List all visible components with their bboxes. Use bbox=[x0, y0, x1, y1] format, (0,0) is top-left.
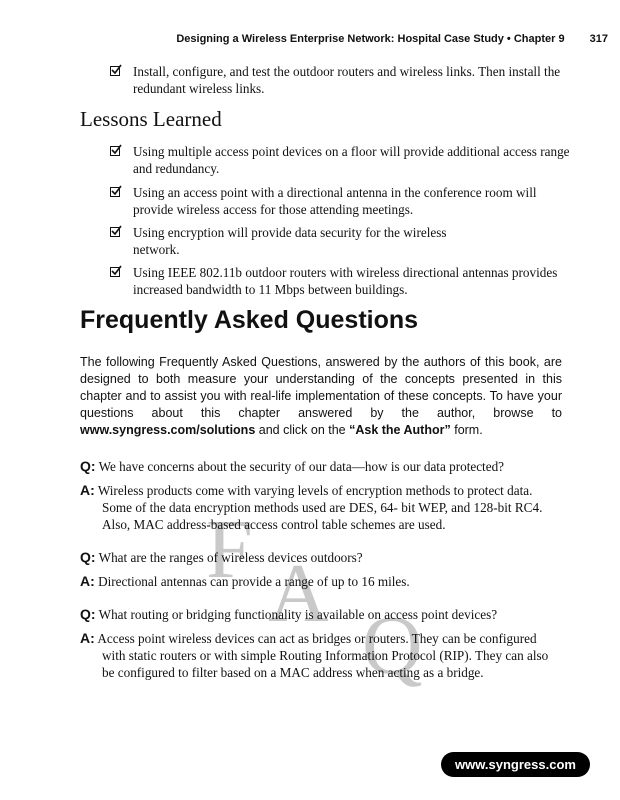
faq-item bbox=[80, 549, 562, 590]
intro-mid: and click on the bbox=[258, 423, 346, 437]
question-label: Q: bbox=[80, 606, 96, 622]
faq-item bbox=[80, 606, 562, 681]
faq-watermark-q: Q bbox=[362, 599, 423, 692]
checkbox-checked-icon bbox=[110, 267, 120, 277]
solutions-link[interactable]: www.syngress.com/solutions bbox=[80, 423, 256, 437]
section-heading-lessons: Lessons Learned bbox=[80, 107, 222, 131]
answer-text: Wireless products come with varying levels of encryption methods to protect data. Some of the data encryption methods used are DES, 64- bit WEP, and 128-bit RC4. Also, MAC address-based access control table schemes are used. bbox=[97, 483, 543, 532]
answer-label: A: bbox=[80, 573, 95, 589]
intro-text: The following Frequently Asked Questions, answered by the authors of this book, are designed to both measure your understanding of the concepts presented in this chapter and to assist you with real-life implementation of these concepts. To have your questions about this chapter answered by the author, browse to bbox=[80, 355, 562, 420]
question-text: What are the ranges of wireless devices outdoors? bbox=[98, 550, 363, 565]
faq-question bbox=[80, 458, 562, 475]
answer-label: A: bbox=[80, 482, 95, 498]
faq-item bbox=[80, 458, 562, 533]
footer-url-badge[interactable]: www.syngress.com bbox=[441, 752, 590, 777]
faq-intro bbox=[80, 354, 562, 439]
answer-text: Access point wireless devices can act as bridges or routers. They can be configured with static routers or with simple Routing Information Protocol (RIP). They can also be configured to filter based on a MAC address when acting as a bridge. bbox=[97, 631, 549, 680]
faq-answer bbox=[80, 573, 562, 590]
answer-text: Directional antennas can provide a range of up to 16 miles. bbox=[98, 574, 410, 589]
faq-watermark-a: A bbox=[268, 547, 329, 640]
running-title: Designing a Wireless Enterprise Network: Hospital Case Study • Chapter 9 bbox=[176, 33, 565, 45]
faq-question bbox=[80, 549, 562, 566]
intro-end: form. bbox=[454, 423, 483, 437]
checklist-text: Using an access point with a directional antenna in the conference room will provide wireless access for those attending meetings. bbox=[133, 185, 537, 217]
question-text: We have concerns about the security of our data—how is our data protected? bbox=[98, 459, 505, 474]
checklist-text: Install, configure, and test the outdoor routers and wireless links. Then install the redundant wireless links. bbox=[133, 64, 561, 96]
running-header bbox=[0, 33, 608, 45]
checkbox-checked-icon bbox=[110, 227, 120, 237]
checklist-text: Using multiple access point devices on a floor will provide additional access range and redundancy. bbox=[133, 144, 570, 176]
faq-question bbox=[80, 606, 562, 623]
checklist-text: Using encryption will provide data security for the wireless network. bbox=[133, 225, 447, 257]
question-label: Q: bbox=[80, 458, 96, 474]
section-heading-faq: Frequently Asked Questions bbox=[80, 306, 419, 334]
question-text: What routing or bridging functionality is available on access point devices? bbox=[98, 607, 498, 622]
checklist-text: Using IEEE 802.11b outdoor routers with wireless directional antennas provides increased bandwidth to 11 Mbps between buildings. bbox=[133, 265, 558, 297]
checkbox-checked-icon bbox=[110, 146, 120, 156]
faq-answer bbox=[80, 482, 562, 533]
checkbox-checked-icon bbox=[110, 187, 120, 197]
faq-watermark-f: F bbox=[206, 503, 253, 596]
checkbox-checked-icon bbox=[110, 66, 120, 76]
page-number: 317 bbox=[589, 33, 608, 45]
faq-answer bbox=[80, 630, 562, 681]
question-label: Q: bbox=[80, 549, 96, 565]
answer-label: A: bbox=[80, 630, 95, 646]
ask-the-author-link[interactable]: “Ask the Author” bbox=[349, 423, 451, 437]
